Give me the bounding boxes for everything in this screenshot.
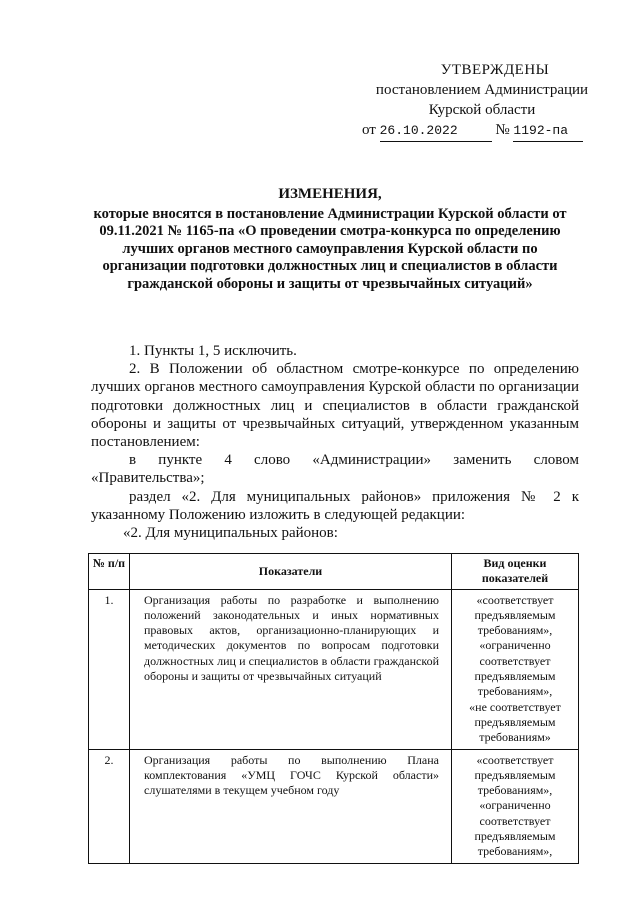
from-label: от: [362, 122, 376, 138]
evaluation-line: «соответствует: [476, 752, 554, 767]
paragraph-4-rest: указанному Положению изложить в следующей редакции:: [91, 506, 466, 523]
row-indicator: Организация работы по разработке и выполнению положений законодательных и иных нормативных правовых актов, организационно-планирующих и методических документов по вопросам подготовки должностных лиц и специалистов в области гражданской обороны и защиты от чрезвычайных ситуаций: [130, 589, 452, 749]
title-subtitle: которые вносятся в постановление Администрации Курской области от 09.11.2021 № 1165-па «О проведении смотра-конкурса по определению лучших органов местного самоуправления Курской области по организации подготовки должностных лиц и специалистов в области гражданской обороны и защиты от чрезвычайных ситуаций»: [93, 205, 567, 292]
evaluation-line: предъявляемым: [474, 607, 556, 622]
evaluation-line: «не соответствует: [469, 699, 561, 714]
evaluation-line: требованиям»,: [477, 844, 553, 859]
evaluation-line: «соответствует: [476, 592, 554, 607]
approved-heading: УТВЕРЖДЕНЫ: [440, 62, 550, 78]
table-row: [89, 589, 579, 749]
row-evaluation: [452, 589, 579, 749]
paragraph-5: «2. Для муниципальных районов:: [123, 525, 338, 542]
document-title: [80, 186, 580, 293]
evaluation-line: требованиям»,: [477, 684, 553, 699]
header-indicators: Показатели: [130, 554, 452, 590]
approval-number: 1192-па: [513, 121, 583, 142]
evaluation-line: соответствует: [479, 653, 551, 668]
evaluation-line: требованиям»,: [477, 623, 553, 638]
header-evaluation: Вид оценки показателей: [452, 554, 579, 590]
approval-date-line: [362, 120, 602, 142]
evaluation-line: предъявляемым: [474, 829, 556, 844]
approval-date: 26.10.2022: [380, 121, 492, 142]
approval-block: [362, 60, 602, 142]
table-row: [89, 749, 579, 863]
criteria-table: [88, 553, 579, 864]
evaluation-line: соответствует: [479, 813, 551, 828]
row-evaluation: [452, 749, 579, 863]
paragraph-1: 1. Пункты 1, 5 исключить.: [129, 343, 297, 359]
table-header-row: [89, 554, 579, 590]
paragraph-3-rest: «Правительства»;: [91, 470, 205, 487]
evaluation-line: предъявляемым: [474, 669, 556, 684]
table-body: [89, 589, 579, 863]
title-main: ИЗМЕНЕНИЯ,: [278, 186, 382, 202]
evaluation-line: предъявляемым: [474, 714, 556, 729]
number-label: №: [495, 122, 510, 138]
approval-line-decree: постановлением Администрации: [375, 82, 589, 98]
row-number: 2.: [89, 749, 130, 863]
evaluation-line: «ограниченно: [479, 638, 551, 653]
row-indicator: Организация работы по выполнению Плана комплектования «УМЦ ГОЧС Курской области» слушателями в текущем учебном году: [130, 749, 452, 863]
evaluation-line: предъявляемым: [474, 767, 556, 782]
body-text: [91, 342, 579, 542]
row-number: 1.: [89, 589, 130, 749]
paragraph-2-rest: лучших органов местного самоуправления Курской области по организации подготовки должностных лиц и специалистов в области гражданской обороны и защиты от чрезвычайных ситуаций, утвержденном указанным постановлением:: [91, 379, 579, 451]
evaluation-line: «ограниченно: [479, 798, 551, 813]
paragraph-2-first-line: 2. В Положении об областном смотре-конкурсе по определению: [129, 361, 579, 378]
evaluation-line: требованиям»,: [477, 783, 553, 798]
approval-line-region: Курской области: [428, 102, 536, 118]
paragraph-3-first-line: в пункте 4 слово «Администрации» заменить словом: [129, 452, 579, 469]
evaluation-line: требованиям»: [479, 730, 551, 745]
paragraph-4-first-line: раздел «2. Для муниципальных районов» приложения № 2 к: [129, 488, 579, 505]
header-number: № п/п: [89, 554, 130, 590]
